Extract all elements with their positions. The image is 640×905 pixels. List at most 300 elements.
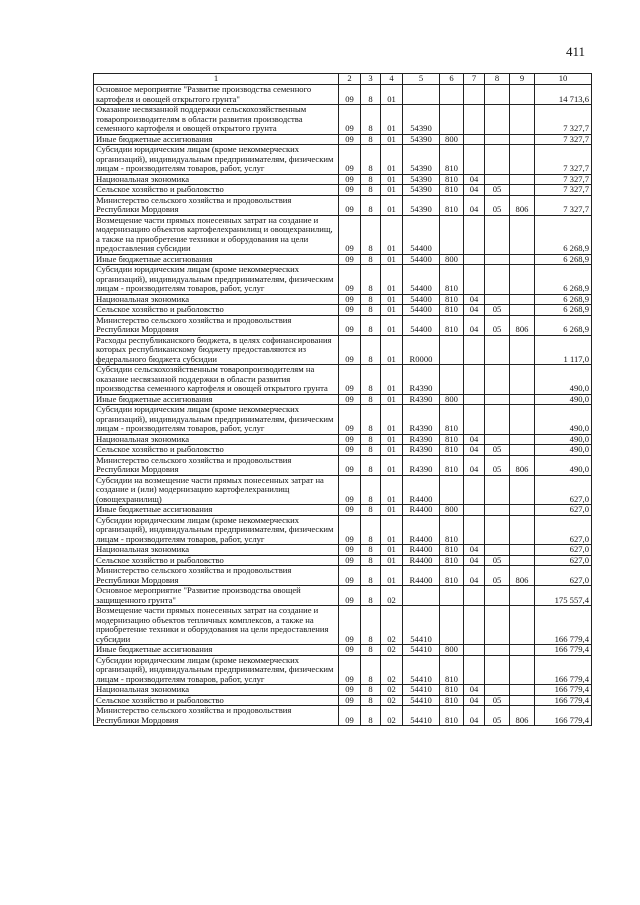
code-cell [440, 606, 464, 645]
code-cell: 8 [361, 215, 381, 254]
code-cell [464, 505, 485, 516]
expense-name-cell: Сельское хозяйство и рыболовство [94, 185, 339, 196]
code-cell: 8 [361, 85, 381, 105]
code-cell: 01 [381, 475, 403, 505]
amount-cell: 627,0 [535, 566, 592, 586]
expense-name-cell: Министерство сельского хозяйства и продовольствия Республики Мордовия [94, 455, 339, 475]
code-cell: 800 [440, 505, 464, 516]
code-cell: 810 [440, 545, 464, 556]
code-cell [464, 254, 485, 265]
code-cell [464, 265, 485, 295]
code-cell: 05 [485, 445, 510, 456]
code-cell: 810 [440, 434, 464, 445]
code-cell: 54400 [403, 215, 440, 254]
code-cell: R0000 [403, 335, 440, 365]
code-cell: 01 [381, 215, 403, 254]
code-cell [485, 655, 510, 685]
code-cell: 09 [339, 566, 361, 586]
code-cell [403, 586, 440, 606]
table-row [94, 195, 592, 215]
code-cell: 8 [361, 365, 381, 395]
code-cell: 01 [381, 315, 403, 335]
code-cell: 09 [339, 305, 361, 316]
code-cell: 04 [464, 445, 485, 456]
code-cell: 8 [361, 294, 381, 305]
table-header [94, 74, 592, 85]
code-cell [485, 515, 510, 545]
code-cell [510, 335, 535, 365]
code-cell: 02 [381, 655, 403, 685]
code-cell: 01 [381, 185, 403, 196]
code-cell [510, 695, 535, 706]
code-cell: 8 [361, 335, 381, 365]
code-cell: 8 [361, 695, 381, 706]
code-cell: 09 [339, 655, 361, 685]
code-cell: 810 [440, 706, 464, 726]
code-cell [464, 586, 485, 606]
code-cell: 810 [440, 174, 464, 185]
code-cell: 810 [440, 566, 464, 586]
expense-name-cell: Иные бюджетные ассигнования [94, 394, 339, 405]
table-row [94, 606, 592, 645]
code-cell: 810 [440, 145, 464, 175]
code-cell [510, 105, 535, 135]
amount-cell: 166 779,4 [535, 645, 592, 656]
code-cell: 09 [339, 706, 361, 726]
code-cell: 54400 [403, 265, 440, 295]
code-cell: 09 [339, 315, 361, 335]
code-cell: 54410 [403, 645, 440, 656]
code-cell: 01 [381, 145, 403, 175]
code-cell [440, 85, 464, 105]
code-cell [485, 475, 510, 505]
code-cell: 01 [381, 134, 403, 145]
code-cell: 01 [381, 265, 403, 295]
code-cell [485, 265, 510, 295]
code-cell: 01 [381, 545, 403, 556]
expense-name-cell: Основное мероприятие "Развитие производства овощей защищенного грунта" [94, 586, 339, 606]
expense-name-cell: Возмещение части прямых понесенных затрат на создание и модернизацию объектов тепличных комплексов, а также на приобретение техники и оборудования на цели предоставления субсидии [94, 606, 339, 645]
expense-name-cell: Иные бюджетные ассигнования [94, 505, 339, 516]
code-cell: 09 [339, 434, 361, 445]
code-cell: 01 [381, 394, 403, 405]
code-cell: 09 [339, 545, 361, 556]
code-cell: 05 [485, 315, 510, 335]
code-cell: 8 [361, 555, 381, 566]
code-cell: 01 [381, 555, 403, 566]
amount-cell: 7 327,7 [535, 195, 592, 215]
code-cell: 54400 [403, 294, 440, 305]
code-cell: 05 [485, 455, 510, 475]
code-cell: 05 [485, 195, 510, 215]
code-cell [510, 215, 535, 254]
amount-cell: 490,0 [535, 445, 592, 456]
amount-cell: 6 268,9 [535, 315, 592, 335]
code-cell: 54410 [403, 685, 440, 696]
table-row [94, 515, 592, 545]
code-cell: 01 [381, 335, 403, 365]
code-cell: 09 [339, 294, 361, 305]
table-row [94, 545, 592, 556]
code-cell: R4390 [403, 434, 440, 445]
table-row [94, 185, 592, 196]
code-cell: 04 [464, 185, 485, 196]
code-cell: R4390 [403, 394, 440, 405]
code-cell: 01 [381, 195, 403, 215]
code-cell [485, 174, 510, 185]
amount-cell: 490,0 [535, 434, 592, 445]
amount-cell: 627,0 [535, 545, 592, 556]
code-cell: 54410 [403, 655, 440, 685]
code-cell [485, 335, 510, 365]
code-cell [464, 365, 485, 395]
code-cell [510, 85, 535, 105]
code-cell: 8 [361, 545, 381, 556]
amount-cell: 166 779,4 [535, 685, 592, 696]
code-cell [510, 606, 535, 645]
code-cell: 54400 [403, 254, 440, 265]
column-header: 4 [381, 74, 403, 85]
code-cell: 806 [510, 195, 535, 215]
code-cell [464, 85, 485, 105]
code-cell: 09 [339, 335, 361, 365]
code-cell [510, 655, 535, 685]
code-cell: 8 [361, 566, 381, 586]
code-cell: 02 [381, 645, 403, 656]
code-cell [510, 134, 535, 145]
table-row [94, 365, 592, 395]
code-cell: 800 [440, 645, 464, 656]
code-cell: 04 [464, 195, 485, 215]
expense-name-cell: Расходы республиканского бюджета, в целях софинансирования которых республиканскому бюджету предоставляются из федерального бюджета субсидии [94, 335, 339, 365]
code-cell: 810 [440, 455, 464, 475]
code-cell: 04 [464, 455, 485, 475]
amount-cell: 6 268,9 [535, 215, 592, 254]
table-row [94, 706, 592, 726]
code-cell: 01 [381, 445, 403, 456]
table-row [94, 335, 592, 365]
code-cell: 01 [381, 85, 403, 105]
table-row [94, 145, 592, 175]
code-cell: 01 [381, 434, 403, 445]
page-number: 411 [566, 44, 586, 59]
code-cell: 09 [339, 265, 361, 295]
table-row [94, 394, 592, 405]
code-cell: 810 [440, 555, 464, 566]
code-cell: 01 [381, 455, 403, 475]
code-cell: R4400 [403, 515, 440, 545]
code-cell [510, 545, 535, 556]
code-cell: 04 [464, 545, 485, 556]
code-cell: 8 [361, 685, 381, 696]
code-cell: R4400 [403, 545, 440, 556]
table-row [94, 315, 592, 335]
table-row [94, 305, 592, 316]
code-cell [464, 475, 485, 505]
table-row [94, 455, 592, 475]
column-header: 8 [485, 74, 510, 85]
code-cell [510, 265, 535, 295]
code-cell: 54400 [403, 315, 440, 335]
code-cell: R4400 [403, 475, 440, 505]
code-cell: 806 [510, 566, 535, 586]
code-cell [510, 586, 535, 606]
code-cell [464, 645, 485, 656]
amount-cell: 490,0 [535, 455, 592, 475]
column-header: 1 [94, 74, 339, 85]
amount-cell: 166 779,4 [535, 706, 592, 726]
code-cell [403, 85, 440, 105]
code-cell [485, 215, 510, 254]
expense-name-cell: Национальная экономика [94, 174, 339, 185]
code-cell [485, 394, 510, 405]
table-row [94, 685, 592, 696]
code-cell: 8 [361, 254, 381, 265]
code-cell: 8 [361, 606, 381, 645]
code-cell: R4390 [403, 405, 440, 435]
code-cell: 800 [440, 394, 464, 405]
code-cell: 8 [361, 134, 381, 145]
expense-name-cell: Субсидии юридическим лицам (кроме некоммерческих организаций), индивидуальным предпринимателям, физическим лицам - производителям товаров, работ, услуг [94, 655, 339, 685]
code-cell [510, 515, 535, 545]
code-cell [464, 655, 485, 685]
code-cell: 810 [440, 195, 464, 215]
code-cell: 09 [339, 555, 361, 566]
code-cell: 8 [361, 515, 381, 545]
code-cell: 01 [381, 365, 403, 395]
code-cell: 8 [361, 195, 381, 215]
code-cell: 01 [381, 566, 403, 586]
code-cell: 09 [339, 105, 361, 135]
table-row [94, 105, 592, 135]
code-cell: 04 [464, 555, 485, 566]
code-cell [485, 606, 510, 645]
code-cell: 8 [361, 405, 381, 435]
column-header: 2 [339, 74, 361, 85]
code-cell [485, 294, 510, 305]
expense-name-cell: Оказание несвязанной поддержки сельскохозяйственным товаропроизводителям в области развития производства семенного картофеля и овощей открытого грунта [94, 105, 339, 135]
code-cell: 02 [381, 706, 403, 726]
code-cell [510, 555, 535, 566]
code-cell: 54390 [403, 174, 440, 185]
table-row [94, 586, 592, 606]
code-cell [510, 434, 535, 445]
code-cell: 806 [510, 455, 535, 475]
code-cell: 54410 [403, 706, 440, 726]
amount-cell: 6 268,9 [535, 305, 592, 316]
code-cell: 8 [361, 445, 381, 456]
amount-cell: 490,0 [535, 394, 592, 405]
code-cell: 810 [440, 305, 464, 316]
amount-cell: 7 327,7 [535, 174, 592, 185]
code-cell: 05 [485, 555, 510, 566]
expense-name-cell: Национальная экономика [94, 294, 339, 305]
code-cell: 810 [440, 685, 464, 696]
code-cell: 54400 [403, 305, 440, 316]
code-cell: 02 [381, 606, 403, 645]
column-header: 6 [440, 74, 464, 85]
code-cell: 8 [361, 174, 381, 185]
code-cell [485, 365, 510, 395]
expense-name-cell: Национальная экономика [94, 545, 339, 556]
amount-cell: 6 268,9 [535, 254, 592, 265]
amount-cell: 7 327,7 [535, 105, 592, 135]
code-cell: 04 [464, 434, 485, 445]
code-cell: R4400 [403, 566, 440, 586]
code-cell [485, 434, 510, 445]
code-cell: 02 [381, 695, 403, 706]
table-row [94, 134, 592, 145]
table-row [94, 294, 592, 305]
code-cell [440, 365, 464, 395]
code-cell: 05 [485, 695, 510, 706]
code-cell [485, 254, 510, 265]
table-row [94, 645, 592, 656]
amount-cell: 14 713,6 [535, 85, 592, 105]
expense-name-cell: Национальная экономика [94, 434, 339, 445]
code-cell [485, 145, 510, 175]
code-cell: 02 [381, 586, 403, 606]
amount-cell: 627,0 [535, 475, 592, 505]
code-cell: 810 [440, 405, 464, 435]
code-cell: 8 [361, 394, 381, 405]
expense-name-cell: Возмещение части прямых понесенных затрат на создание и модернизацию объектов картофелехранилищ и овощехранилищ, а также на приобретение техники и оборудования на цели предоставления субсидии [94, 215, 339, 254]
code-cell: 05 [485, 305, 510, 316]
table-row [94, 475, 592, 505]
code-cell: 8 [361, 145, 381, 175]
expense-name-cell: Сельское хозяйство и рыболовство [94, 695, 339, 706]
code-cell [510, 185, 535, 196]
code-cell: 01 [381, 305, 403, 316]
code-cell: 09 [339, 195, 361, 215]
code-cell: 09 [339, 475, 361, 505]
code-cell: 01 [381, 174, 403, 185]
expense-name-cell: Министерство сельского хозяйства и продовольствия Республики Мордовия [94, 566, 339, 586]
expense-name-cell: Субсидии сельскохозяйственным товаропроизводителям на оказание несвязанной поддержки в области развития производства семенного картофеля и овощей открытого грунта [94, 365, 339, 395]
code-cell: 810 [440, 315, 464, 335]
code-cell: 09 [339, 586, 361, 606]
code-cell [510, 685, 535, 696]
code-cell: 8 [361, 586, 381, 606]
table-row [94, 655, 592, 685]
code-cell: 09 [339, 445, 361, 456]
code-cell [510, 294, 535, 305]
code-cell: 09 [339, 174, 361, 185]
code-cell: 04 [464, 685, 485, 696]
code-cell: 806 [510, 706, 535, 726]
code-cell: 8 [361, 645, 381, 656]
code-cell [485, 85, 510, 105]
code-cell [510, 475, 535, 505]
expense-name-cell: Основное мероприятие "Развитие производства семенного картофеля и овощей открытого грунта" [94, 85, 339, 105]
code-cell: 09 [339, 215, 361, 254]
amount-cell: 627,0 [535, 555, 592, 566]
amount-cell: 166 779,4 [535, 695, 592, 706]
table-row [94, 174, 592, 185]
expense-name-cell: Министерство сельского хозяйства и продовольствия Республики Мордовия [94, 315, 339, 335]
code-cell: 01 [381, 515, 403, 545]
code-cell: 8 [361, 434, 381, 445]
expense-name-cell: Субсидии юридическим лицам (кроме некоммерческих организаций), индивидуальным предпринимателям, физическим лицам - производителям товаров, работ, услуг [94, 145, 339, 175]
code-cell [510, 365, 535, 395]
amount-cell: 7 327,7 [535, 185, 592, 196]
code-cell: 800 [440, 254, 464, 265]
table-row [94, 695, 592, 706]
code-cell: 09 [339, 685, 361, 696]
expense-name-cell: Сельское хозяйство и рыболовство [94, 555, 339, 566]
code-cell: 04 [464, 566, 485, 586]
code-cell [440, 475, 464, 505]
code-cell [464, 134, 485, 145]
code-cell: R4390 [403, 445, 440, 456]
code-cell: 01 [381, 254, 403, 265]
code-cell: 05 [485, 566, 510, 586]
code-cell: 01 [381, 294, 403, 305]
code-cell: 8 [361, 185, 381, 196]
amount-cell: 6 268,9 [535, 294, 592, 305]
code-cell: 04 [464, 305, 485, 316]
amount-cell: 7 327,7 [535, 145, 592, 175]
code-cell: 8 [361, 455, 381, 475]
column-header: 9 [510, 74, 535, 85]
amount-cell: 490,0 [535, 365, 592, 395]
expense-name-cell: Субсидии юридическим лицам (кроме некоммерческих организаций), индивидуальным предпринимателям, физическим лицам - производителям товаров, работ, услуг [94, 265, 339, 295]
code-cell: 04 [464, 315, 485, 335]
code-cell [510, 305, 535, 316]
code-cell [485, 545, 510, 556]
amount-cell: 1 117,0 [535, 335, 592, 365]
amount-cell: 6 268,9 [535, 265, 592, 295]
code-cell: 09 [339, 695, 361, 706]
expense-name-cell: Субсидии юридическим лицам (кроме некоммерческих организаций), индивидуальным предпринимателям, физическим лицам - производителям товаров, работ, услуг [94, 515, 339, 545]
code-cell: 04 [464, 695, 485, 706]
table-row [94, 566, 592, 586]
code-cell: 810 [440, 695, 464, 706]
code-cell: 54390 [403, 134, 440, 145]
code-cell [464, 215, 485, 254]
code-cell: 54410 [403, 695, 440, 706]
expense-name-cell: Иные бюджетные ассигнования [94, 134, 339, 145]
expense-name-cell: Сельское хозяйство и рыболовство [94, 445, 339, 456]
code-cell: 01 [381, 505, 403, 516]
table-body [94, 85, 592, 726]
code-cell: 8 [361, 475, 381, 505]
column-header: 5 [403, 74, 440, 85]
table-row [94, 445, 592, 456]
table-row [94, 405, 592, 435]
code-cell [485, 405, 510, 435]
code-cell: 54390 [403, 105, 440, 135]
code-cell [485, 134, 510, 145]
code-cell: 8 [361, 305, 381, 316]
code-cell: 8 [361, 505, 381, 516]
code-cell: 09 [339, 606, 361, 645]
table-row [94, 254, 592, 265]
code-cell [440, 586, 464, 606]
expense-name-cell: Национальная экономика [94, 685, 339, 696]
code-cell: 04 [464, 294, 485, 305]
code-cell [485, 586, 510, 606]
code-cell [464, 145, 485, 175]
code-cell: 09 [339, 145, 361, 175]
code-cell [464, 515, 485, 545]
table-row [94, 85, 592, 105]
code-cell: 810 [440, 265, 464, 295]
code-cell [510, 405, 535, 435]
amount-cell: 627,0 [535, 505, 592, 516]
code-cell [485, 505, 510, 516]
code-cell [510, 445, 535, 456]
